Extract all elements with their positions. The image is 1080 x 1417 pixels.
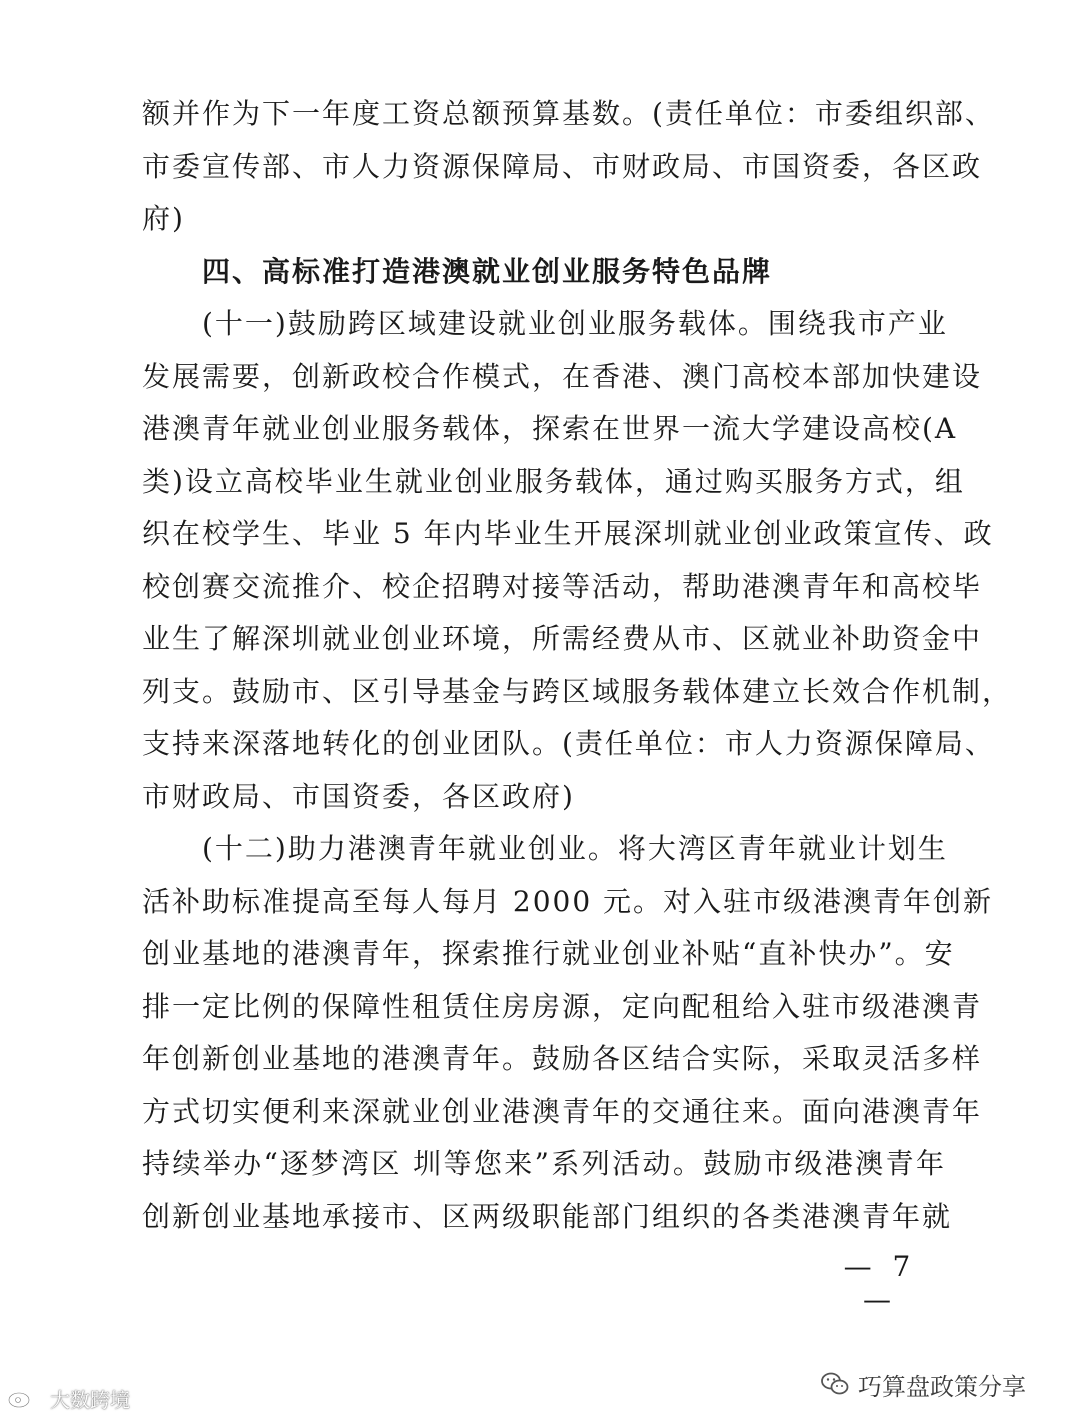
wechat-watermark — [820, 1368, 1026, 1400]
text-line: (十二)助力港澳青年就业创业。将大湾区青年就业计划生 — [202, 832, 948, 865]
text-line: 额并作为下一年度工资总额预算基数。(责任单位：市委组织部、 — [142, 97, 995, 130]
text-line: 府) — [142, 202, 185, 235]
text-line: 校创赛交流推介、校企招聘对接等活动，帮助港澳青年和高校毕 — [142, 569, 983, 603]
weibo-icon — [6, 1386, 44, 1410]
text-line: 港澳青年就业创业服务载体，探索在世界一流大学建设高校(A — [142, 412, 958, 445]
page-number: — 7 — — [843, 1250, 917, 1316]
text-line: 方式切实便利来深就业创业港澳青年的交通往来。面向港澳青年 — [142, 1094, 983, 1128]
wechat-watermark-text: 巧算盘政策分享 — [858, 1372, 1026, 1401]
section-heading: 四、高标准打造港澳就业创业服务特色品牌 — [202, 254, 773, 288]
text-line: 业生了解深圳就业创业环境，所需经费从市、区就业补助资金中 — [142, 622, 983, 655]
text-line: 类)设立高校毕业生就业创业服务载体，通过购买服务方式，组 — [142, 464, 965, 498]
text-line: 活补助标准提高至每人每月 2000 元。对入驻市级港澳青年创新 — [142, 884, 994, 918]
text-line: 创业基地的港澳青年，探索推行就业创业补贴“直补快办”。安 — [142, 937, 955, 970]
weibo-watermark — [6, 1384, 130, 1412]
document-body — [142, 88, 1013, 1243]
wechat-icon — [820, 1371, 850, 1397]
text-line: (十一)鼓励跨区域建设就业创业服务载体。围绕我市产业 — [202, 307, 948, 340]
text-line: 年创新创业基地的港澳青年。鼓励各区结合实际，采取灵活多样 — [142, 1042, 983, 1075]
text-line: 市委宣传部、市人力资源保障局、市财政局、市国资委，各区政 — [142, 149, 983, 183]
text-line: 发展需要，创新政校合作模式，在香港、澳门高校本部加快建设 — [142, 359, 983, 393]
text-line: 排一定比例的保障性租赁住房房源，定向配租给入驻市级港澳青 — [142, 989, 983, 1023]
text-line: 持续举办“逐梦湾区 圳等您来”系列活动。鼓励市级港澳青年 — [142, 1147, 946, 1180]
text-line: 创新创业基地承接市、区两级职能部门组织的各类港澳青年就 — [142, 1199, 953, 1233]
text-line: 市财政局、市国资委，各区政府) — [142, 779, 575, 813]
weibo-watermark-text: 大数跨境 — [50, 1387, 130, 1412]
text-line: 支持来深落地转化的创业团队。(责任单位：市人力资源保障局、 — [142, 727, 995, 760]
text-line: 列支。鼓励市、区引导基金与跨区域服务载体建立长效合作机制， — [142, 674, 1013, 708]
text-line: 织在校学生、毕业 5 年内毕业生开展深圳就业创业政策宣传、政 — [142, 517, 994, 550]
